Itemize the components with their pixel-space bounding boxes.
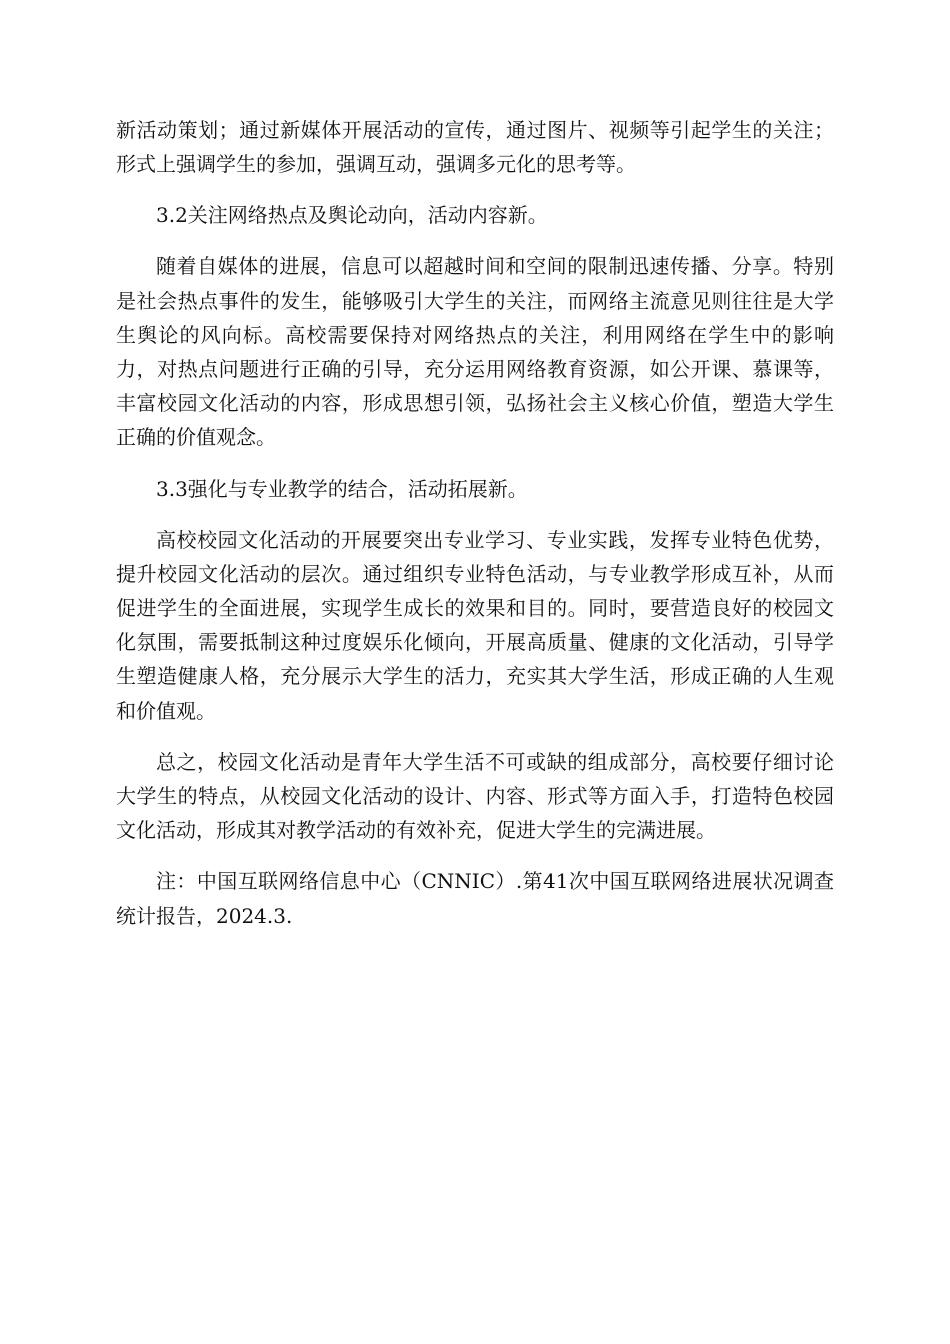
- paragraph-self-media: 随着自媒体的进展，信息可以超越时间和空间的限制迅速传播、分享。特别是社会热点事件的发生，能够吸引大学生的关注，而网络主流意见则往往是大学生舆论的风向标。高校需要保持对网络热点的关注，利用网络在学生中的影响力，对热点问题进行正确的引导，充分运用网络教育资源，如公开课、慕课等，丰富校园文化活动的内容，形成思想引领，弘扬社会主义核心价值，塑造大学生正确的价值观念。: [116, 254, 834, 450]
- paragraph-conclusion: 总之，校园文化活动是青年大学生活不可或缺的组成部分，高校要仔细讨论大学生的特点，从校园文化活动的设计、内容、形式等方面入手，打造特色校园文化活动，形成其对教学活动的有效补充，促进大学生的完满进展。: [116, 749, 834, 843]
- section-heading-3-2: 3.2关注网络热点及舆论动向，活动内容新。: [156, 203, 548, 228]
- section-heading-3-3: 3.3强化与专业教学的结合，活动拓展新。: [156, 476, 528, 501]
- paragraph-continued: 新活动策划；通过新媒体开展活动的宣传，通过图片、视频等引起学生的关注；形式上强调学生的参加，强调互动，强调多元化的思考等。: [116, 118, 834, 177]
- document-body: [116, 113, 834, 950]
- footnote: 注：中国互联网络信息中心（CNNIC）.第41次中国互联网络进展状况调查统计报告，2024.3.: [116, 869, 834, 928]
- paragraph-professional-teaching: 高校校园文化活动的开展要突出专业学习、专业实践，发挥专业特色优势，提升校园文化活动的层次。通过组织专业特色活动，与专业教学形成互补，从而促进学生的全面进展，实现学生成长的效果和目的。同时，要营造良好的校园文化氛围，需要抵制这种过度娱乐化倾向，开展高质量、健康的文化活动，引导学生塑造健康人格，充分展示大学生的活力，充实其大学生活，形成正确的人生观和价值观。: [116, 527, 834, 723]
